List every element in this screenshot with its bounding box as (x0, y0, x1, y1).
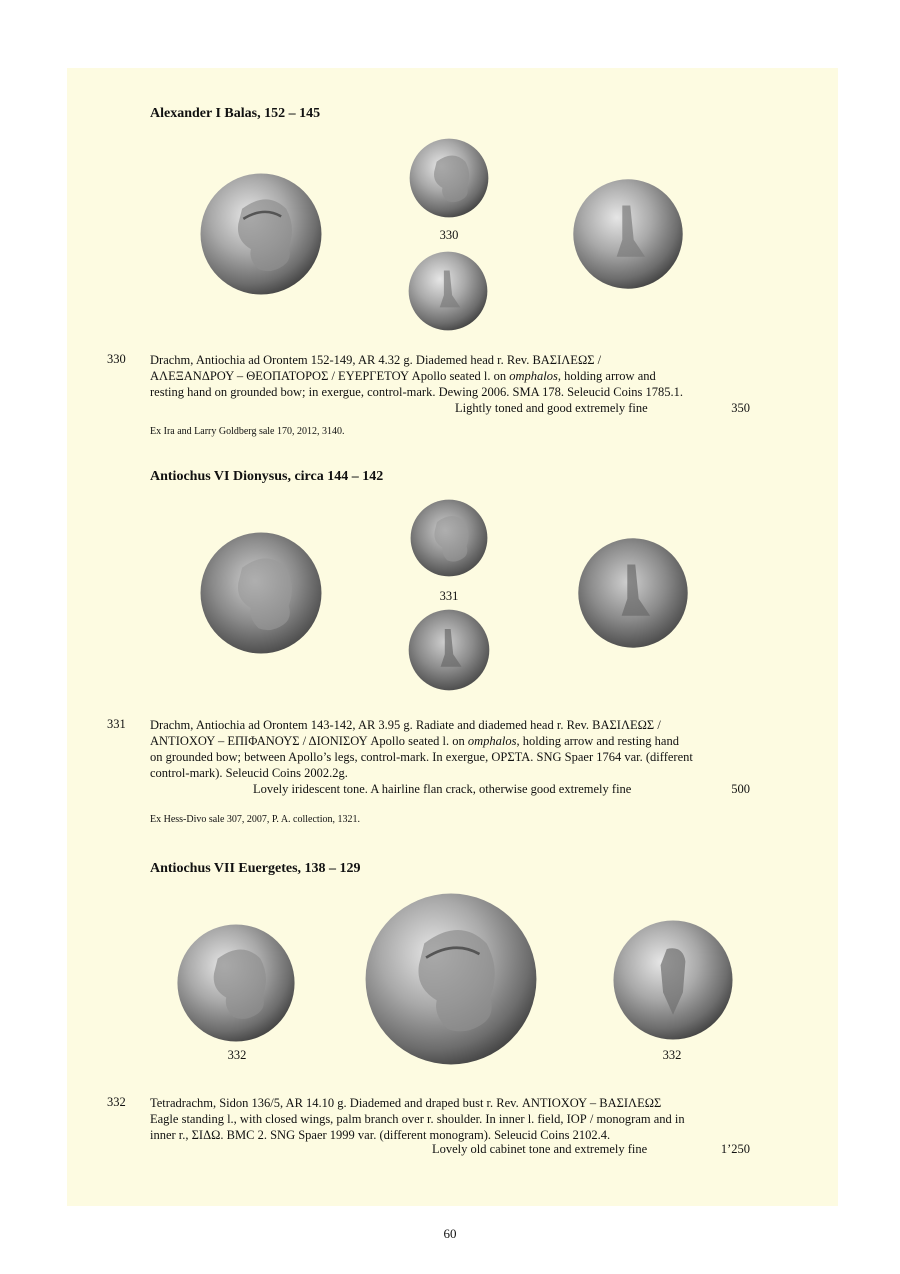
lot-330-number: 330 (107, 352, 126, 366)
lot-332-number: 332 (107, 1095, 126, 1109)
desc-line: Tetradrachm, Sidon 136/5, AR 14.10 g. Diademed and draped bust r. Rev. ΑΝΤΙΟΧΟΥ – ΒΑΣΙΛΕΩΣ (150, 1096, 662, 1110)
page-number: 60 (443, 1226, 457, 1241)
lot-332-heading: Antiochus VII Euergetes, 138 – 129 (150, 861, 361, 876)
desc-line: ΑΛΕΞΑΝΔΡΟΥ – ΘΕΟΠΑΤΟΡΟΣ / ΕΥΕΡΓΕΤΟΥ Apollo seated l. on omphalos, holding arrow and (150, 369, 656, 383)
lot-331-obverse-enlarged-image (198, 530, 324, 656)
lot-330-price: 350 (731, 401, 750, 415)
lot-332-price: 1’250 (720, 1142, 750, 1156)
lot-331-number: 331 (107, 717, 126, 731)
lot-332-description (150, 1095, 751, 1143)
lot-330-reverse-image (404, 250, 492, 332)
lot-332-obverse-enlarged-image (354, 890, 548, 1068)
lot-330-condition: Lightly toned and good extremely fine (455, 401, 648, 415)
lot-330-coin-label: 330 (439, 228, 459, 242)
desc-line: inner r., ΣΙΔΩ. BMC 2. SNG Spaer 1999 var. (different monogram). Seleucid Coins 2102.4. (150, 1128, 611, 1142)
lot-331-obverse-image (408, 498, 490, 578)
desc-line: on grounded bow; between Apollo’s legs, control-mark. In exergue, ΟΡΣΤΑ. SNG Spaer 1764 var. (different (150, 750, 693, 764)
lot-332-coin-label-right: 332 (662, 1048, 682, 1062)
lot-331-price: 500 (731, 782, 750, 796)
desc-line: Eagle standing l., with closed wings, palm branch over r. shoulder. In inner l. field, ΙΟΡ / monogram and in (150, 1112, 685, 1126)
desc-line: Drachm, Antiochia ad Orontem 152-149, AR 4.32 g. Diademed head r. Rev. ΒΑΣΙΛΕΩΣ / (150, 353, 602, 367)
lot-332-coin-label-left: 332 (227, 1048, 247, 1062)
lot-331-coin-label: 331 (439, 589, 459, 603)
lot-331-description (150, 717, 751, 781)
lot-331-reverse-enlarged-image (576, 530, 690, 656)
desc-line: Drachm, Antiochia ad Orontem 143-142, AR 3.95 g. Radiate and diademed head r. Rev. ΒΑΣΙΛΕΩΣ / (150, 718, 661, 732)
lot-330-description (150, 352, 751, 400)
lot-331-heading: Antiochus VI Dionysus, circa 144 – 142 (150, 469, 384, 484)
lot-331-provenance: Ex Hess-Divo sale 307, 2007, P. A. collection, 1321. (150, 814, 360, 825)
desc-line: control-mark). Seleucid Coins 2002.2g. (150, 766, 348, 780)
lot-332-obverse-image (172, 922, 300, 1044)
desc-line: ΑΝΤΙΟΧΟΥ – ΕΠΙΦΑΝΟΥΣ / ΔΙΟΝΙΣΟΥ Apollo seated l. on omphalos, holding arrow and resting hand (150, 734, 679, 748)
lot-331-reverse-image (406, 608, 492, 692)
lot-330-provenance: Ex Ira and Larry Goldberg sale 170, 2012, 3140. (150, 426, 345, 437)
lot-332-condition: Lovely old cabinet tone and extremely fine (432, 1142, 648, 1156)
desc-line: resting hand on grounded bow; in exergue, control-mark. Dewing 2006. SMA 178. Seleucid Coins 1785.1. (150, 385, 684, 399)
lot-330-obverse-enlarged-image (198, 170, 324, 298)
lot-330-obverse-image (407, 137, 491, 219)
lot-331-condition: Lovely iridescent tone. A hairline flan crack, otherwise good extremely fine (253, 782, 632, 796)
lot-330-reverse-enlarged-image (571, 170, 685, 298)
lot-332-reverse-image (606, 918, 740, 1042)
lot-330-heading: Alexander I Balas, 152 – 145 (150, 106, 321, 121)
